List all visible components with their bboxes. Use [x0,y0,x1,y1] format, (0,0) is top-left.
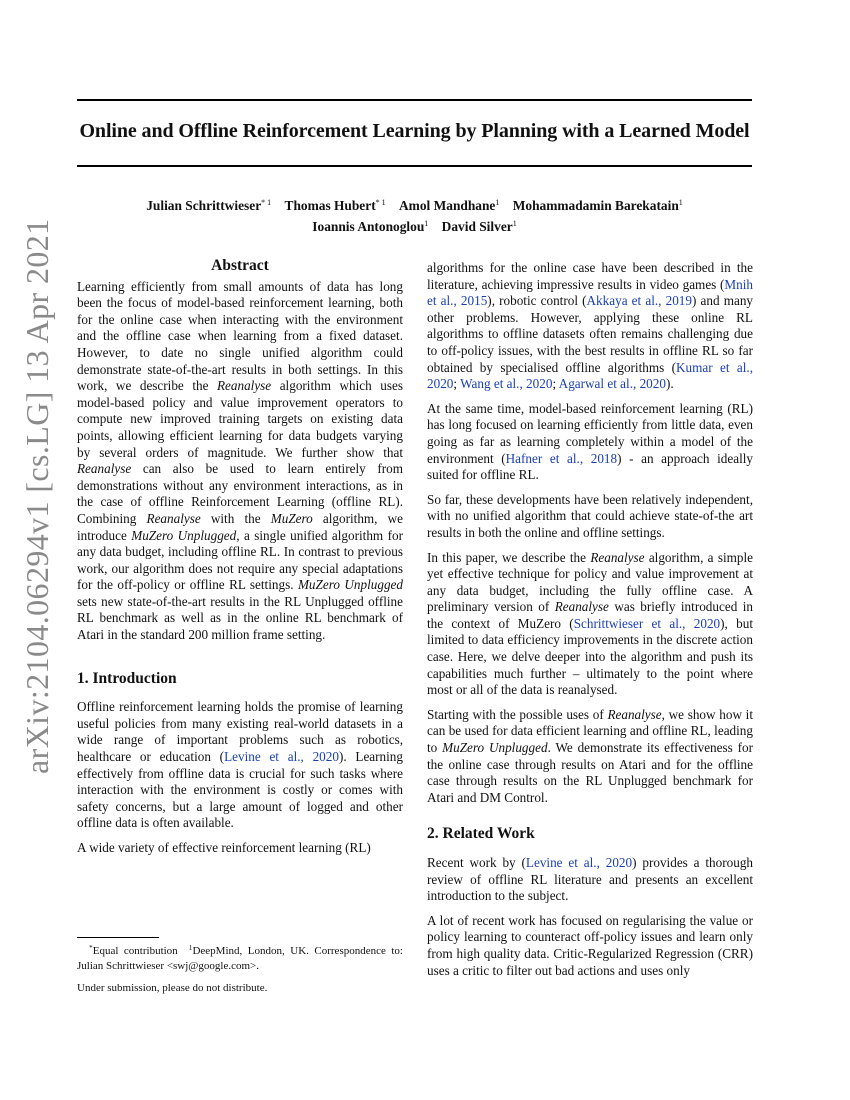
author: Mohammadamin Barekatain$^1$ [512,198,683,213]
title-bottom-rule [77,165,752,167]
author: Ioannis Antonoglou$^1$ [312,219,429,234]
citation-link[interactable]: Wang et al., 2020 [460,376,553,392]
author-line-2 [77,215,752,236]
citation-link[interactable]: Hafner et al., 2018 [505,450,618,466]
author-line-1 [77,194,752,215]
author: Julian Schrittwieser$^{* 1}$ [146,198,272,213]
related-paragraph: Recent work by (Levine et al., 2020) provides a thorough review of offline RL literature and presents an excellent introduction to the subject. [427,855,754,904]
abstract-text: Learning efficiently from small amounts of data has long been the focus of model-based reinforcement learning, both for the online case when interacting with the environment and the offline case when learning from a fixed dataset. However, to date no single unified algorithm could demonstrate state-of-the-art results in both settings. In this work, we describe the Reanalyse algorithm which uses model-based policy and value improvement operators to compute new improved training targets on existing data points, allowing efficient learning for data budgets varying by several orders of magnitude. We further show that Reanalyse can also be used to learn entirely from demonstrations without any environment interactions, as in the case of offline Reinforcement Learning (offline RL). Combining Reanalyse with the MuZero algorithm, we introduce MuZero Unplugged, a single unified algorithm for any data budget, including offline RL. In contrast to previous work, our algorithm does not require any special adaptations for the off-policy or offline RL settings. MuZero Unplugged sets new state-of-the-art results in the RL Unplugged offline RL benchmark as well as in the online RL benchmark of Atari in the standard 200 million frame setting. [77,278,404,643]
author: David Silver$^1$ [441,219,517,234]
related-work-heading: 2. Related Work [427,825,535,843]
title-top-rule [77,99,752,101]
author-list [77,194,752,236]
author: Thomas Hubert$^{* 1}$ [284,198,386,213]
submission-notice: Under submission, please do not distribute. [77,982,268,994]
abstract-heading: Abstract [211,257,269,274]
intro-paragraph: At the same time, model-based reinforcement learning (RL) has long focused on learning efficiently from little data, even going as far as learning completely within a model of the environment (Hafner et al., 2018) - an approach ideally suited for offline RL. [427,400,753,483]
right-column [427,260,753,987]
citation-link[interactable]: Akkaya et al., 2019 [586,293,692,309]
intro-paragraph: In this paper, we describe the Reanalyse algorithm, a simple yet effective technique for policy and value improvement at any data budget, including the fully offline case. A preliminary version of Reanalyse was briefly introduced in the context of MuZero (Schrittwieser et al., 2020), but limited to data efficiency improvements in the discrete action case. Here, we delve deeper into the algorithm and push its capabilities much further – ultimately to the point where most or all of the data is reanalysed. [427,549,754,698]
footnote-rule [77,937,159,938]
intro-paragraph: algorithms for the online case have been described in the literature, achieving impressive results in video games (Mnih et al., 2015), robotic control (Akkaya et al., 2019) and many other problems. However, applying these online RL algorithms to offline datasets often remains challenging due to off-policy issues, with the best results in offline RL so far obtained by specialised offline algorithms (Kumar et al., 2020; Wang et al., 2020; Agarwal et al., 2020). [427,260,754,392]
citation-link[interactable]: Agarwal et al., 2020 [558,376,666,392]
intro-paragraph: Starting with the possible uses of Reanalyse, we show how it can be used for data efficient learning and offline RL, leading to MuZero Unplugged. We demonstrate its effectiveness for the online case through results on Atari and for the offline case through results on the RL Unplugged benchmark for Atari and DM Control. [427,706,753,805]
citation-link[interactable]: Kumar et al., 2020 [427,359,754,392]
intro-paragraph: Offline reinforcement learning holds the promise of learning useful policies from many existing real-world datasets in a wide range of important problems such as robotics, healthcare or education (Levine et al., 2020). Learning effectively from offline data is crucial for such tasks where interaction with the environment is costly or comes with safety concerns, but a large amount of logged and other offline data is often available. [77,699,403,831]
citation-link[interactable]: Levine et al., 2020 [525,855,633,870]
intro-paragraph: So far, these developments have been relatively independent, with no unified algorithm that could achieve state-of-the art results in both the online and offline settings. [427,491,753,540]
introduction-heading: 1. Introduction [77,669,177,687]
footnote: *Equal contribution $^1$DeepMind, London, UK. Correspondence to: Julian Schrittwieser <swj@google.com>. [77,943,403,972]
left-column [77,258,403,857]
paper-title: Online and Offline Reinforcement Learning by Planning with a Learned Model [79,120,750,142]
citation-link[interactable]: Levine et al., 2020 [224,749,339,765]
citation-link[interactable]: Schrittwieser et al., 2020 [573,615,721,631]
citation-link[interactable]: Mnih et al., 2015 [427,276,753,309]
arxiv-identifier: arXiv:2104.06294v1 [cs.LG] 13 Apr 2021 [19,218,55,774]
related-paragraph: A lot of recent work has focused on regularising the value or policy learning to counteract off-policy issues and learn only from high quality data. Critic-Regularized Regression (CRR) uses a critic to filter out bad actions and uses only [427,912,753,978]
intro-paragraph: A wide variety of effective reinforcement learning (RL) [77,840,371,855]
author: Amol Mandhane$^1$ [399,198,500,213]
